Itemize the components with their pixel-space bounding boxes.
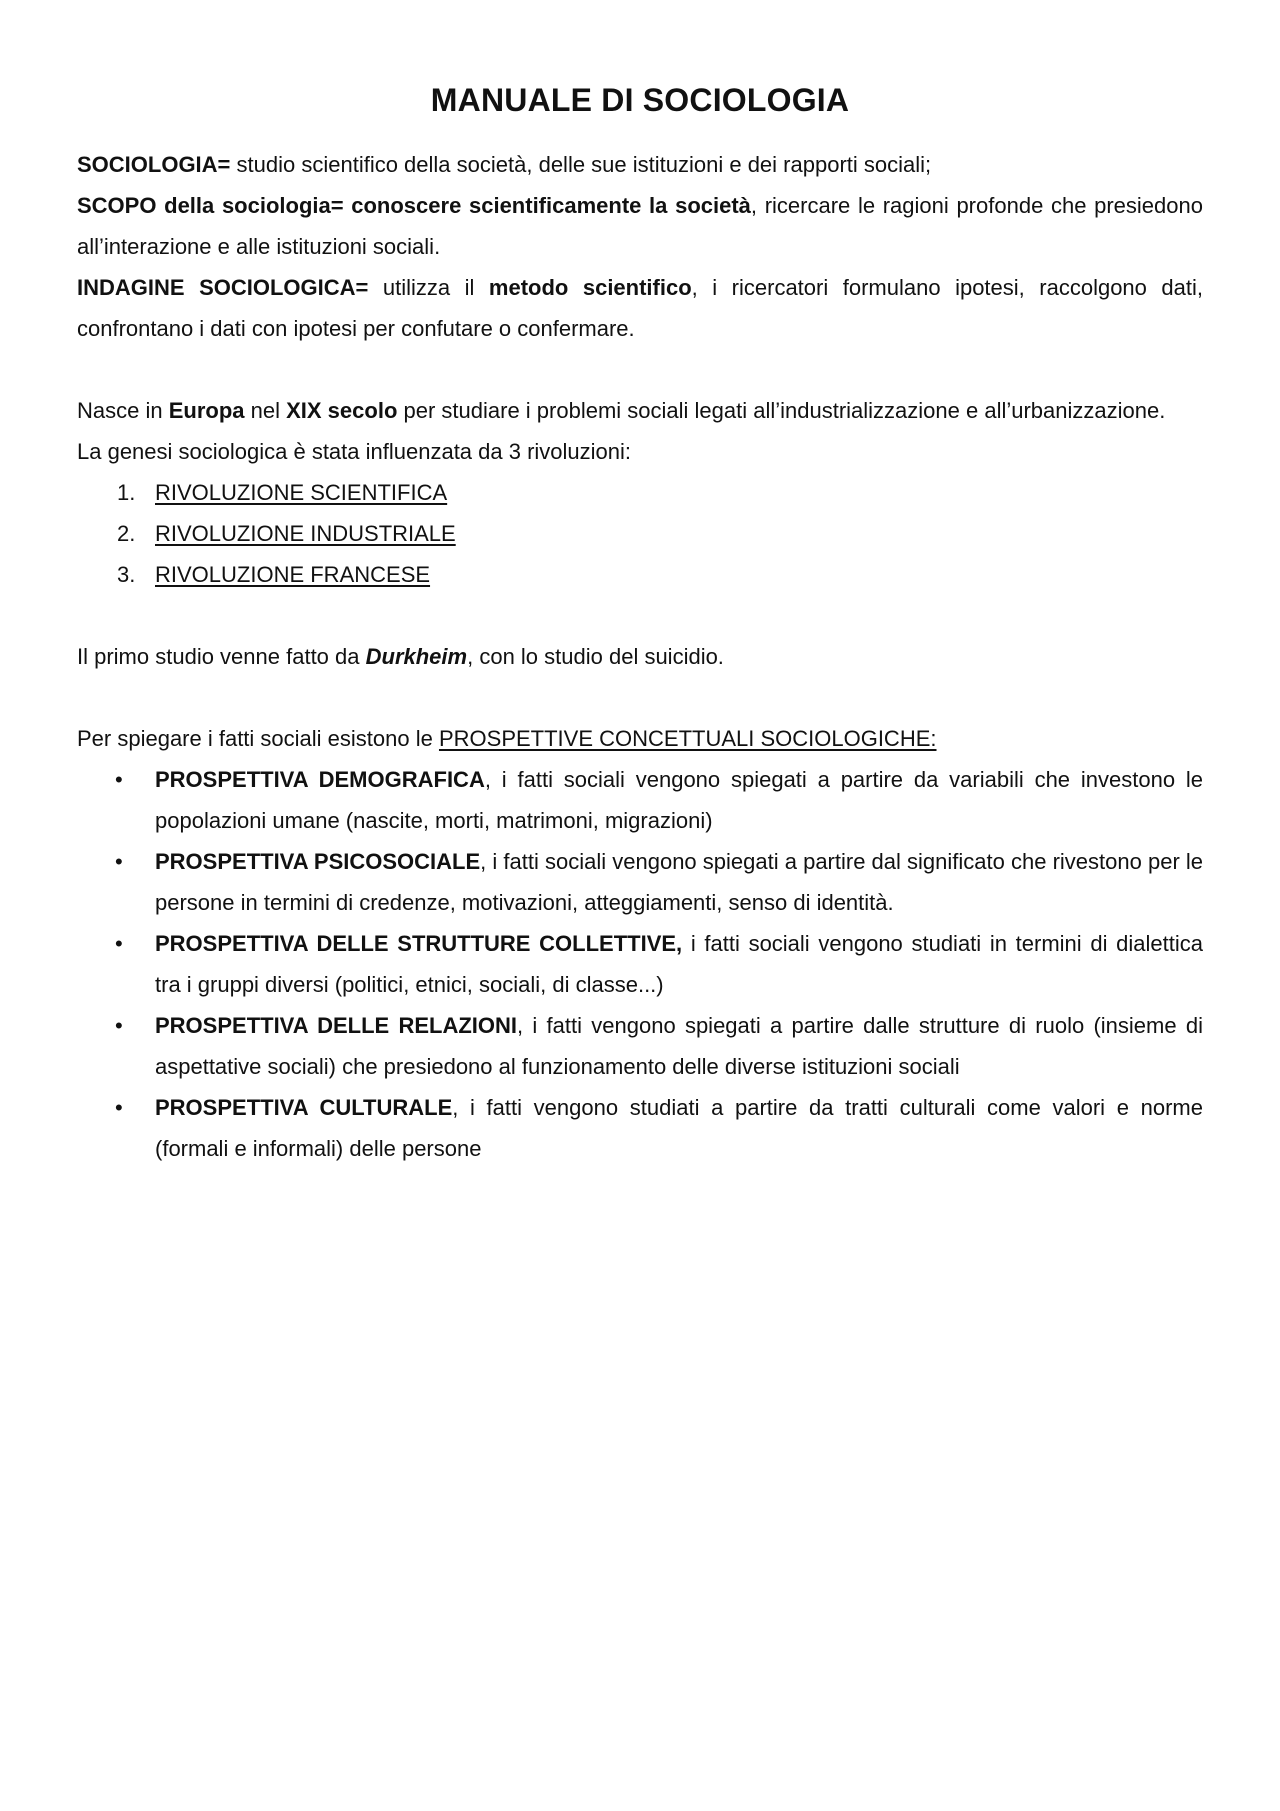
perspective-text: i fatti sociali vengono studiati in termini di dialettica tra i gruppi diversi (politici, etnici, sociali, di classe...) [155,931,1203,997]
document-page [77,0,1203,1169]
perspectives-intro [77,718,1203,759]
origin-text: per studiare i problemi sociali legati all’industrializzazione e all’urbanizzazione. [397,398,1166,423]
perspective-text: , i fatti sociali vengono spiegati a partire da variabili che investono le popolazioni umane (nascite, morti, matrimoni, migrazioni) [155,767,1203,833]
bullet-icon: • [115,1013,123,1038]
list-item [77,759,1203,841]
revolution-label: RIVOLUZIONE INDUSTRIALE [155,521,456,546]
list-number: 2. [117,521,136,546]
list-number: 1. [117,480,136,505]
document-body [77,144,1203,1169]
perspective-name: PROSPETTIVA CULTURALE [155,1095,453,1120]
revolutions-list [77,472,1203,595]
first-study-text: , con lo studio del suicidio. [467,644,724,669]
origin-place: Europa [168,398,245,423]
perspective-name: PROSPETTIVA DELLE RELAZIONI [155,1013,517,1038]
origin-text: nel [244,398,287,423]
revolution-label: RIVOLUZIONE SCIENTIFICA [155,480,448,505]
page-title: MANUALE DI SOCIOLOGIA [430,82,850,118]
perspective-text: , i fatti vengono spiegati a partire dalle strutture di ruolo (insieme di aspettative sociali) che presiedono al funzionamento delle diverse istituzioni sociali [155,1013,1203,1079]
perspective-name: PROSPETTIVA PSICOSOCIALE [155,849,481,874]
spacer [77,595,1203,636]
definition-sociologia [77,144,1203,185]
perspective-text: , i fatti vengono studiati a partire da tratti culturali come valori e norme (formali e informali) delle persone [155,1095,1203,1161]
perspective-name: PROSPETTIVA DEMOGRAFICA [155,767,485,792]
first-study-text: Il primo studio venne fatto da [77,644,366,669]
definition-text: utilizza il [368,275,489,300]
definition-term: SCOPO della sociologia= conoscere scientificamente la società [77,193,751,218]
definition-text: studio scientifico della società, delle sue istituzioni e dei rapporti sociali; [230,152,932,177]
definition-term: SOCIOLOGIA= [77,152,231,177]
genesis-intro: La genesi sociologica è stata influenzata da 3 rivoluzioni: [77,439,632,464]
perspective-name: PROSPETTIVA DELLE STRUTTURE COLLETTIVE, [155,931,683,956]
list-item [77,923,1203,1005]
author-name: Durkheim [365,644,468,669]
definition-scopo [77,185,1203,267]
perspectives-heading: PROSPETTIVE CONCETTUALI SOCIOLOGICHE: [438,726,937,751]
list-item [77,841,1203,923]
perspective-text: , i fatti sociali vengono spiegati a partire dal significato che rivestono per le persone in termini di credenze, motivazioni, atteggiamenti, senso di identità. [155,849,1204,915]
revolution-label: RIVOLUZIONE FRANCESE [155,562,431,587]
definition-text: , i ricercatori formulano ipotesi, raccolgono dati, confrontano i dati con ipotesi per confutare o confermare. [77,275,1203,341]
bullet-icon: • [115,1095,123,1120]
list-number: 3. [117,562,136,587]
perspectives-list [77,759,1203,1169]
definition-emphasis: metodo scientifico [488,275,692,300]
definition-indagine [77,267,1203,349]
origin-paragraph [77,390,1203,431]
definition-text: , ricercare le ragioni profonde che presiedono all’interazione e alle istituzioni sociali. [77,193,1203,259]
bullet-icon: • [115,931,123,956]
spacer [77,677,1203,718]
list-item [77,472,1203,513]
list-item [77,513,1203,554]
spacer [77,349,1203,390]
bullet-icon: • [115,767,123,792]
first-study-paragraph [77,636,1203,677]
perspectives-intro-text: Per spiegare i fatti sociali esistono le [77,726,439,751]
origin-century: XIX secolo [286,398,398,423]
list-item [77,554,1203,595]
list-item [77,1005,1203,1087]
bullet-icon: • [115,849,123,874]
list-item [77,1087,1203,1169]
definition-term: INDAGINE SOCIOLOGICA= [77,275,369,300]
origin-text: Nasce in [77,398,169,423]
